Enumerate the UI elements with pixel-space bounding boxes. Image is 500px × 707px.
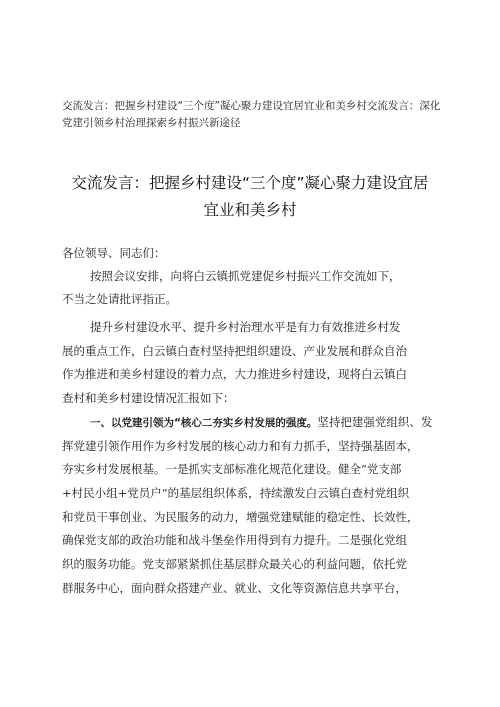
paragraph-3-line-7: 织的服务功能。党支部紧紧抓住基层群众最关心的利益问题，依托党: [62, 557, 407, 571]
paragraph-2-line-1: 提升乡村建设水平、提升乡村治理水平是有力有效推进乡村发: [90, 320, 401, 334]
paragraph-1-line-1: 按照会议安排，向将白云镇抓党建促乡村振兴工作交流如下，: [90, 269, 401, 283]
paragraph-3-line-2: 挥党建引领作用作为乡村发展的核心动力和有力抓手，坚持强基固本，: [62, 439, 419, 453]
paragraph-3-line-1-text: 坚持把建强党组织、发: [317, 415, 433, 429]
document-title-line-1: 交流发言：把握乡村建设“三个度”凝心聚力建设宜居: [71, 174, 429, 192]
paragraph-3-line-5: 和党员干事创业、为民服务的动力，增强党建赋能的稳定性、长效性，: [62, 510, 419, 524]
paragraph-1-line-2: 不当之处请批评指正。: [62, 292, 177, 306]
salutation: 各位领导、同志们：: [62, 246, 166, 260]
header-line-2: 党建引领乡村治理探索乡村振兴新途径: [62, 117, 241, 129]
header-line-1: 交流发言：把握乡村建设“三个度”凝心聚力建设宜居宜业和美乡村交流发言：深化: [62, 100, 441, 112]
paragraph-2-line-2: 展的重点工作，白云镇白查村坚持把组织建设、产业发展和群众自治: [62, 344, 407, 358]
paragraph-3-line-4: +村民小组+党员户”的基层组织体系，持续激发白云镇白查村党组织: [62, 486, 410, 500]
paragraph-2-line-3: 作为推进和美乡村建设的着力点，大力推进乡村建设，现将白云镇白: [62, 367, 407, 381]
paragraph-3-line-8: 群服务中心，面向群众搭建产业、就业、文化等资源信息共享平台，: [62, 581, 407, 595]
paragraph-2-line-4: 查村和美乡村建设情况汇报如下：: [62, 391, 235, 405]
paragraph-3-line-3: 夯实乡村发展根基。一是抓实支部标准化规范化建设。健全“党支部: [62, 462, 402, 476]
paragraph-3-line-6: 确保党支部的政治功能和战斗堡垒作用得到有力提升。二是强化党组: [62, 533, 407, 547]
section-heading-1: 一、以党建引领为“核心二夯实乡村发展的强度。: [90, 417, 318, 429]
paragraph-3-line-1: [90, 413, 432, 432]
document-title-line-2: 宜业和美乡村: [203, 201, 297, 219]
